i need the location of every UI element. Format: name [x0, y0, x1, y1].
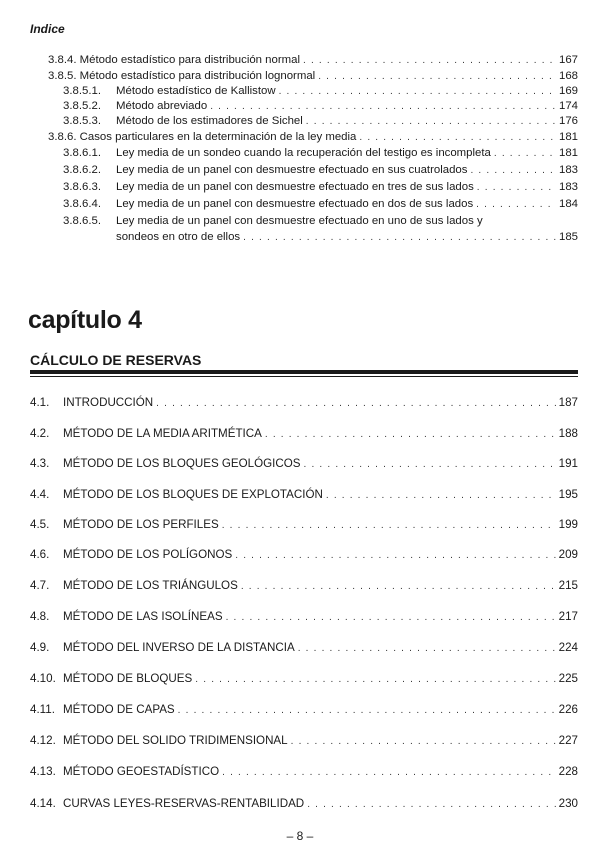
chapter-entry-page: 217: [558, 610, 578, 623]
chapter-entry: [30, 641, 578, 654]
toc-entry-number: 3.8.6.3.: [63, 181, 101, 193]
chapter-entry-number: 4.12.: [30, 734, 56, 747]
toc-entry-number: 3.8.5.: [48, 70, 77, 82]
toc-entry-title: Ley media de un panel con desmuestre efectuado en sus cuatrolados: [116, 164, 468, 176]
leader-dots: [494, 147, 556, 161]
chapter-entry-page: 191: [558, 457, 578, 470]
toc-entry-title: Ley media de un sondeo cuando la recuperación del testigo es incompleta: [116, 147, 491, 159]
leader-dots: [318, 70, 556, 84]
chapter-entry-number: 4.14.: [30, 797, 56, 810]
chapter-entry-page: 195: [558, 488, 578, 501]
chapter-entry-number: 4.4.: [30, 488, 50, 501]
chapter-entry-title: MÉTODO DE BLOQUES: [63, 672, 193, 685]
leader-dots: [359, 131, 556, 145]
chapter-entry-page: 187: [558, 396, 578, 409]
chapter-entry-page: 226: [558, 703, 578, 716]
toc-entry-title: Casos particulares en la determinación de la ley media: [79, 131, 357, 143]
toc-entry-page: 183: [558, 181, 578, 193]
chapter-entry-number: 4.5.: [30, 518, 50, 531]
heading-rule-thin: [30, 376, 578, 377]
toc-entry-title-cont: sondeos en otro de ellos: [116, 231, 241, 243]
chapter-entry-page: 215: [558, 579, 578, 592]
leader-dots: [265, 429, 556, 440]
leader-dots: [210, 100, 556, 114]
leader-dots: [195, 674, 555, 685]
chapter-entry-page: 230: [558, 797, 578, 810]
leader-dots: [222, 520, 556, 531]
toc-entry-title: Ley media de un panel con desmuestre efectuado en tres de sus lados: [116, 181, 474, 193]
toc-entry-page: 174: [558, 100, 578, 112]
leader-dots: [303, 54, 556, 68]
toc-entry: [63, 99, 578, 114]
toc-entry: [63, 180, 578, 195]
toc-entry: [63, 163, 578, 178]
toc-entry: [63, 146, 578, 161]
heading-rule: [30, 370, 578, 374]
leader-dots: [279, 85, 556, 99]
chapter-entry-page: 228: [558, 765, 578, 778]
chapter-entry-title: MÉTODO DE LOS BLOQUES DE EXPLOTACIÓN: [63, 488, 323, 501]
chapter-entry: [30, 518, 578, 531]
chapter-entry-title: MÉTODO DEL INVERSO DE LA DISTANCIA: [63, 641, 295, 654]
leader-dots: [326, 490, 556, 501]
leader-dots: [241, 581, 556, 592]
toc-entry: [63, 84, 578, 99]
leader-dots: [178, 705, 556, 716]
chapter-entry-number: 4.1.: [30, 396, 50, 409]
chapter-entry: [30, 396, 578, 409]
leader-dots: [222, 767, 556, 778]
leader-dots: [307, 799, 555, 810]
toc-entry-number: 3.8.6.2.: [63, 164, 101, 176]
chapter-entry: [30, 734, 578, 747]
toc-entry-number: 3.8.5.3.: [63, 115, 101, 127]
chapter-entry: [30, 610, 578, 623]
toc-entry: [63, 114, 578, 129]
leader-dots: [235, 550, 555, 561]
chapter-entry-number: 4.10.: [30, 672, 56, 685]
chapter-entry-number: 4.8.: [30, 610, 50, 623]
toc-entry: [48, 130, 578, 145]
leader-dots: [304, 459, 556, 470]
toc-entry-continuation: [116, 230, 578, 245]
toc-entry-title: Método abreviado: [116, 100, 208, 112]
chapter-entry-page: 225: [558, 672, 578, 685]
toc-entry: [63, 214, 483, 228]
toc-entry-page: 181: [558, 131, 578, 143]
leader-dots: [476, 198, 556, 212]
chapter-entry-page: 188: [558, 427, 578, 440]
chapter-entry-title: MÉTODO DE LOS PERFILES: [63, 518, 219, 531]
chapter-entry-number: 4.11.: [30, 703, 55, 716]
chapter-entry-page: 224: [558, 641, 578, 654]
leader-dots: [470, 164, 556, 178]
chapter-subtitle: CÁLCULO DE RESERVAS: [30, 352, 202, 368]
toc-entry-number: 3.8.6.4.: [63, 198, 101, 210]
chapter-entry-number: 4.9.: [30, 641, 50, 654]
chapter-entry: [30, 797, 578, 810]
chapter-entry: [30, 457, 578, 470]
page-header: Indice: [30, 22, 65, 36]
toc-entry-title: Ley media de un panel con desmuestre efectuado en uno de sus lados y: [116, 215, 483, 227]
chapter-entry-page: 227: [558, 734, 578, 747]
toc-entry-number: 3.8.5.1.: [63, 85, 101, 97]
chapter-title: capítulo 4: [28, 306, 142, 334]
toc-entry-page: 168: [558, 70, 578, 82]
chapter-entry: [30, 488, 578, 501]
chapter-entry-title: MÉTODO DE LOS POLÍGONOS: [63, 548, 233, 561]
toc-entry-page: 181: [558, 147, 578, 159]
chapter-entry-number: 4.13.: [30, 765, 56, 778]
chapter-entry-title: MÉTODO GEOESTADÍSTICO: [63, 765, 220, 778]
leader-dots: [477, 181, 556, 195]
toc-entry-title: Ley media de un panel con desmuestre efectuado en dos de sus lados: [116, 198, 474, 210]
chapter-entry-number: 4.6.: [30, 548, 50, 561]
toc-entry-page: 176: [558, 115, 578, 127]
toc-entry-number: 3.8.6.5.: [63, 215, 101, 227]
toc-entry-page: 183: [558, 164, 578, 176]
chapter-entry: [30, 703, 578, 716]
chapter-entry: [30, 765, 578, 778]
toc-entry-page: 185: [558, 231, 578, 243]
leader-dots: [243, 231, 556, 245]
toc-entry-page: 167: [558, 54, 578, 66]
leader-dots: [156, 398, 555, 409]
chapter-entry-title: INTRODUCCIÓN: [63, 396, 154, 409]
toc-entry-title: Método estadístico para distribución normal: [79, 54, 301, 66]
chapter-entry: [30, 548, 578, 561]
toc-entry-page: 184: [558, 198, 578, 210]
chapter-entry-number: 4.2.: [30, 427, 50, 440]
toc-entry-number: 3.8.6.1.: [63, 147, 101, 159]
leader-dots: [306, 115, 556, 129]
chapter-entry: [30, 579, 578, 592]
toc-entry-title: Método estadístico para distribución lognormal: [79, 70, 316, 82]
toc-entry: [48, 53, 578, 68]
chapter-entry-title: MÉTODO DE LOS TRIÁNGULOS: [63, 579, 238, 592]
chapter-entry: [30, 427, 578, 440]
chapter-entry: [30, 672, 578, 685]
chapter-entry-title: MÉTODO DEL SOLIDO TRIDIMENSIONAL: [63, 734, 288, 747]
chapter-entry-number: 4.7.: [30, 579, 50, 592]
chapter-entry-title: MÉTODO DE LAS ISOLÍNEAS: [63, 610, 223, 623]
toc-entry-number: 3.8.5.2.: [63, 100, 101, 112]
toc-entry-number: 3.8.4.: [48, 54, 77, 66]
toc-entry-number: 3.8.6.: [48, 131, 77, 143]
toc-entry: [48, 69, 578, 84]
toc-entry: [63, 197, 578, 212]
chapter-entry-title: MÉTODO DE LA MEDIA ARITMÉTICA: [63, 427, 262, 440]
toc-entry-title: Método estadístico de Kallistow: [116, 85, 276, 97]
toc-entry-title: Método de los estimadores de Sichel: [116, 115, 303, 127]
leader-dots: [298, 643, 556, 654]
chapter-entry-title: CURVAS LEYES-RESERVAS-RENTABILIDAD: [63, 797, 305, 810]
page-number: – 8 –: [286, 829, 314, 843]
chapter-entry-number: 4.3.: [30, 457, 50, 470]
chapter-entry-page: 209: [558, 548, 578, 561]
chapter-entry-title: MÉTODO DE LOS BLOQUES GEOLÓGICOS: [63, 457, 301, 470]
chapter-entry-title: MÉTODO DE CAPAS: [63, 703, 175, 716]
chapter-entry-page: 199: [558, 518, 578, 531]
leader-dots: [291, 736, 556, 747]
toc-entry-page: 169: [558, 85, 578, 97]
leader-dots: [226, 612, 556, 623]
